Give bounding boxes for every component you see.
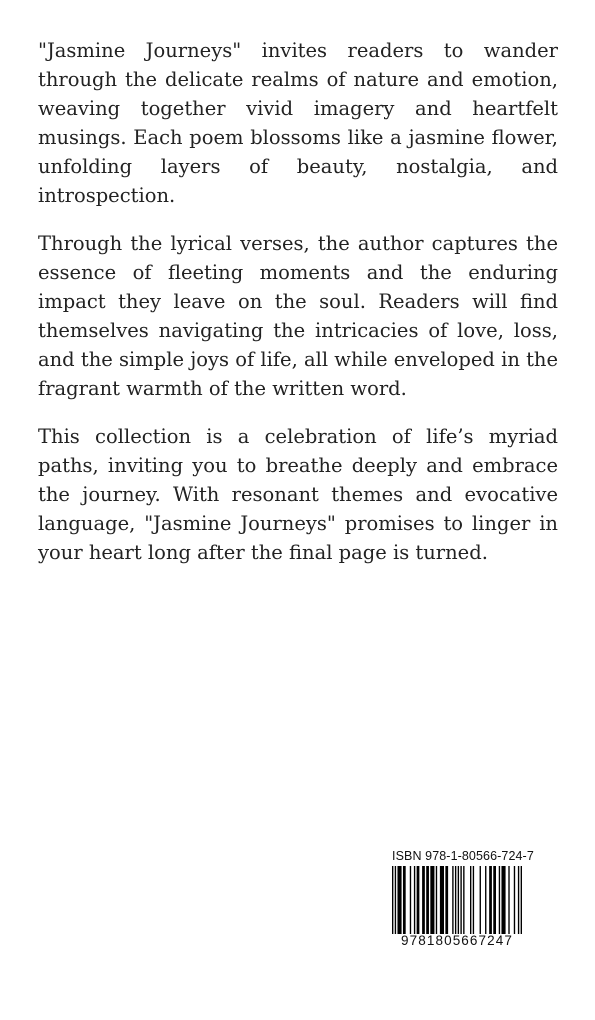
barcode-bar: [403, 866, 406, 934]
barcode-bar: [463, 866, 464, 934]
barcode-bar: [417, 866, 420, 934]
barcode-bar: [514, 866, 515, 934]
barcode-bar: [508, 866, 509, 934]
barcode-bar: [397, 866, 401, 934]
isbn-label: ISBN 978-1-80566-724-7: [392, 849, 534, 863]
back-cover-blurb: [38, 36, 558, 586]
barcode-bar: [518, 866, 519, 934]
blurb-paragraph-2: Through the lyrical verses, the author captures the essence of fleeting moments and the enduring impact they leave on the soul. Readers will find themselves navigating the intricacies of love, loss, and the simple joys of life, all while enveloped in the fragrant warmth of the written word.: [38, 232, 559, 400]
barcode-digits: 9781805667247: [401, 933, 513, 948]
barcode-bar: [480, 866, 481, 934]
barcode-bar: [455, 866, 456, 934]
barcode-bar: [414, 866, 415, 934]
barcode-bar: [470, 866, 471, 934]
barcode-bar: [499, 866, 500, 934]
barcode-bar: [489, 866, 492, 934]
barcode-bar: [426, 866, 429, 934]
blurb-paragraph-1: "Jasmine Journeys" invites readers to wander through the delicate realms of nature and emotion, weaving together vivid imagery and heartfelt musings. Each poem blossoms like a jasmine flower, unfolding layers of beauty, nostalgia, and introspection.: [38, 39, 558, 207]
isbn-barcode: [388, 849, 534, 959]
barcode-bar: [410, 866, 411, 934]
barcode-bar: [392, 866, 393, 934]
barcode-bar: [422, 866, 425, 934]
barcode-bar: [458, 866, 459, 934]
blurb-paragraph-3: This collection is a celebration of life’s myriad paths, inviting you to breathe deeply and embrace the journey. With resonant themes and evocative language, "Jasmine Journeys" promises to linger in your heart long after the final page is turned.: [38, 425, 558, 564]
barcode-bar: [501, 866, 505, 934]
barcode-bar: [440, 866, 444, 934]
barcode-bars: [392, 866, 522, 934]
barcode-bar: [485, 866, 486, 934]
barcode-bar: [395, 866, 396, 934]
barcode-bar: [521, 866, 522, 934]
barcode-bar: [493, 866, 496, 934]
barcode-bar: [460, 866, 461, 934]
barcode-bar: [452, 866, 453, 934]
barcode-bar: [445, 866, 448, 934]
barcode-bar: [473, 866, 474, 934]
barcode-bar: [436, 866, 437, 934]
barcode-bar: [430, 866, 434, 934]
